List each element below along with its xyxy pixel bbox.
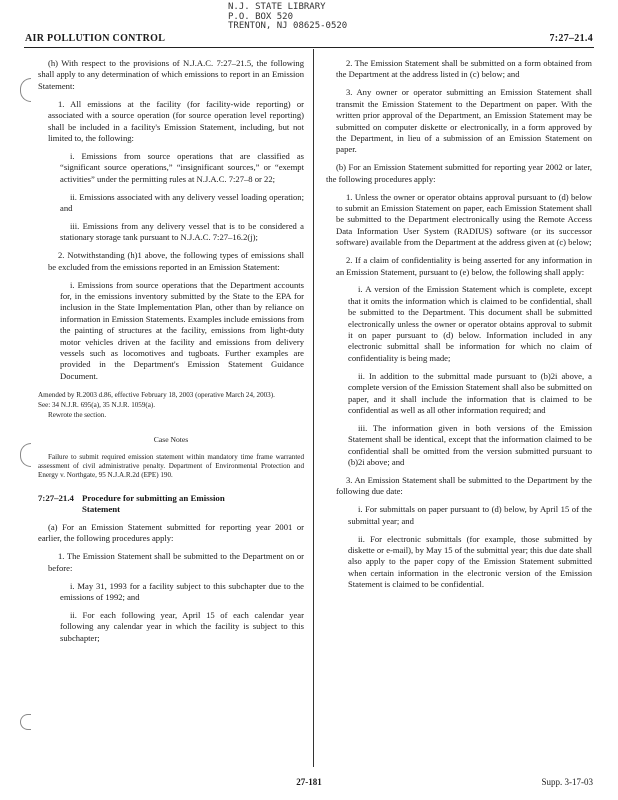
paragraph-b: (b) For an Emission Statement submitted for reporting year 2002 or later, the following procedures apply: (326, 162, 592, 184)
case-note: Failure to submit required emission statement within mandatory time frame warranted assessment of civil administrative penalty. Department of Environmental Protection and Energy v. Northgate, 95 N.J.A.R.2d (EPE) 190. (38, 452, 304, 479)
history-note-see: See: 34 N.J.R. 695(a), 35 N.J.R. 1059(a). (38, 401, 156, 410)
stamp-line-2: P.O. BOX 520 (228, 11, 294, 22)
section-title-line-2: Statement (82, 503, 121, 514)
margin-binding-mark (20, 78, 31, 102)
left-column (38, 58, 304, 651)
header-title: AIR POLLUTION CONTROL (25, 33, 166, 44)
paragraph-h1iii: iii. Emissions from any delivery vessel that is to be considered a stationary storage tank pursuant to N.J.A.C. 7:27–16.2(j); (60, 220, 304, 243)
paragraph-a3: 3. Any owner or operator submitting an Emission Statement shall transmit the Emission Statement to the Department on paper. With the written prior approval of the Department, an Emission Statement may be submitted on computer diskette or electronically, in a form approved by the Department, in lieu of a submission of an Emission Statement on paper. (336, 87, 592, 155)
margin-binding-mark (20, 443, 31, 467)
paragraph-b2: 2. If a claim of confidentiality is being asserted for any information in an Emission Statement, pursuant to (e) below, the following shall apply: (336, 255, 592, 277)
stamp-line-3: TRENTON, NJ 08625-0520 (228, 21, 348, 31)
paragraph-a1: 1. The Emission Statement shall be submitted to the Department on or before: (48, 551, 304, 573)
section-title-line-1: Procedure for submitting an Emission (82, 492, 225, 503)
running-header (25, 33, 593, 44)
history-note-amended: Amended by R.2003 d.86, effective February 18, 2003 (operative March 24, 2003). (38, 391, 275, 400)
history-note-rewrote: Rewrote the section. (48, 411, 107, 420)
header-section-number: 7:27–21.4 (549, 33, 593, 44)
case-notes-title: Case Notes (153, 435, 189, 445)
paragraph-b3: 3. An Emission Statement shall be submitted to the Department by the following due date: (336, 475, 592, 497)
paragraph-b2iii: iii. The information given in both versions of the Emission Statement shall be identical, except that the information claimed to be confidential shall be omitted from the version submitted pursuant to (b)2i above; and (348, 422, 592, 468)
paragraph-a: (a) For an Emission Statement submitted for reporting year 2001 or earlier, the following procedures apply: (38, 521, 304, 544)
paragraph-b3ii: ii. For electronic submittals (for example, those submitted by diskette or e-mail), by May 15 of the submittal year; this due date shall also apply to the paper copy of the Emission Statement submitted when certain information in the electronic version of the Emission Statement is claimed to be confidential. (348, 533, 592, 590)
paragraph-a2: 2. The Emission Statement shall be submitted on a form obtained from the Department at the address listed in (c) below; and (336, 58, 592, 80)
paragraph-h2i: i. Emissions from source operations that the Department accounts for, in the emissions inventory submitted by the State to the EPA for inclusion in the State Implementation Plan, other than by reliance on information in Emission Statements. Examples include emissions from the painting of structures at the facility, emissions from light-duty motor vehicles driven at the facility and emissions from delivery vessels such as locomotives and tugboats. Further examples are provided in the Department's Emission Statement Guidance Document. (60, 279, 304, 381)
library-stamp (228, 3, 347, 32)
paragraph-h: (h) With respect to the provisions of N.J.A.C. 7:27–21.5, the following shall apply to any determination of which emissions to report in an Emission Statement: (38, 58, 304, 91)
column-divider (313, 49, 314, 767)
section-heading (38, 493, 304, 516)
supplement-date: Supp. 3-17-03 (541, 777, 593, 787)
right-column (326, 58, 592, 597)
stamp-line-1: N.J. STATE LIBRARY (228, 2, 326, 12)
paragraph-b1: 1. Unless the owner or operator obtains approval pursuant to (d) below to submit an Emission Statement on paper, each Emission Statement shall be submitted to the Department electronically using the Remote Access Data Information User System (RADIUS) software (or its successor software) available from the Department at the address given at (c) below; (336, 191, 592, 248)
paragraph-h1i: i. Emissions from source operations that are classified as “significant source operations,” “insignificant sources,” or “exempt activities” under the permitting rules at N.J.A.C. 7:27–8 or 22; (60, 150, 304, 184)
paragraph-b2ii: ii. In addition to the submittal made pursuant to (b)2i above, a complete version of the Emission Statement shall also be submitted on paper, and it shall include the information that is claimed to be confidential as well as all other information required; and (348, 370, 592, 415)
header-rule (24, 47, 594, 48)
paragraph-h1ii: ii. Emissions associated with any delivery vessel loading operation; and (60, 191, 304, 213)
margin-binding-mark (20, 714, 31, 730)
page-number: 27-181 (296, 777, 322, 787)
paragraph-a1i: i. May 31, 1993 for a facility subject to this subchapter due to the emissions of 1992; and (60, 580, 304, 602)
section-number: 7:27–21.4 (38, 492, 74, 503)
paragraph-h1: 1. All emissions at the facility (for facility-wide reporting) or associated with a source operation (for source operation level reporting) shall be included in a facility's Emission Statement, including, but not limited to, the following: (48, 98, 304, 143)
paragraph-a1ii: ii. For each following year, April 15 of each calendar year following any calendar year in which the facility is subject to this subchapter; (60, 609, 304, 643)
paragraph-b3i: i. For submittals on paper pursuant to (d) below, by April 15 of the submittal year; and (348, 504, 592, 526)
paragraph-b2i: i. A version of the Emission Statement which is complete, except that it omits the information which is claimed to be confidential, shall be submitted to the Department. This document shall be submitted electronically unless the owner or operator obtains approval to submit it on paper pursuant to (d) below. Information included in any electronic submittal shall be information for which no claim of confidentiality is being made; (348, 284, 592, 363)
paragraph-h2: 2. Notwithstanding (h)1 above, the following types of emissions shall be excluded from the emissions reported in an Emission Statement: (48, 250, 304, 272)
